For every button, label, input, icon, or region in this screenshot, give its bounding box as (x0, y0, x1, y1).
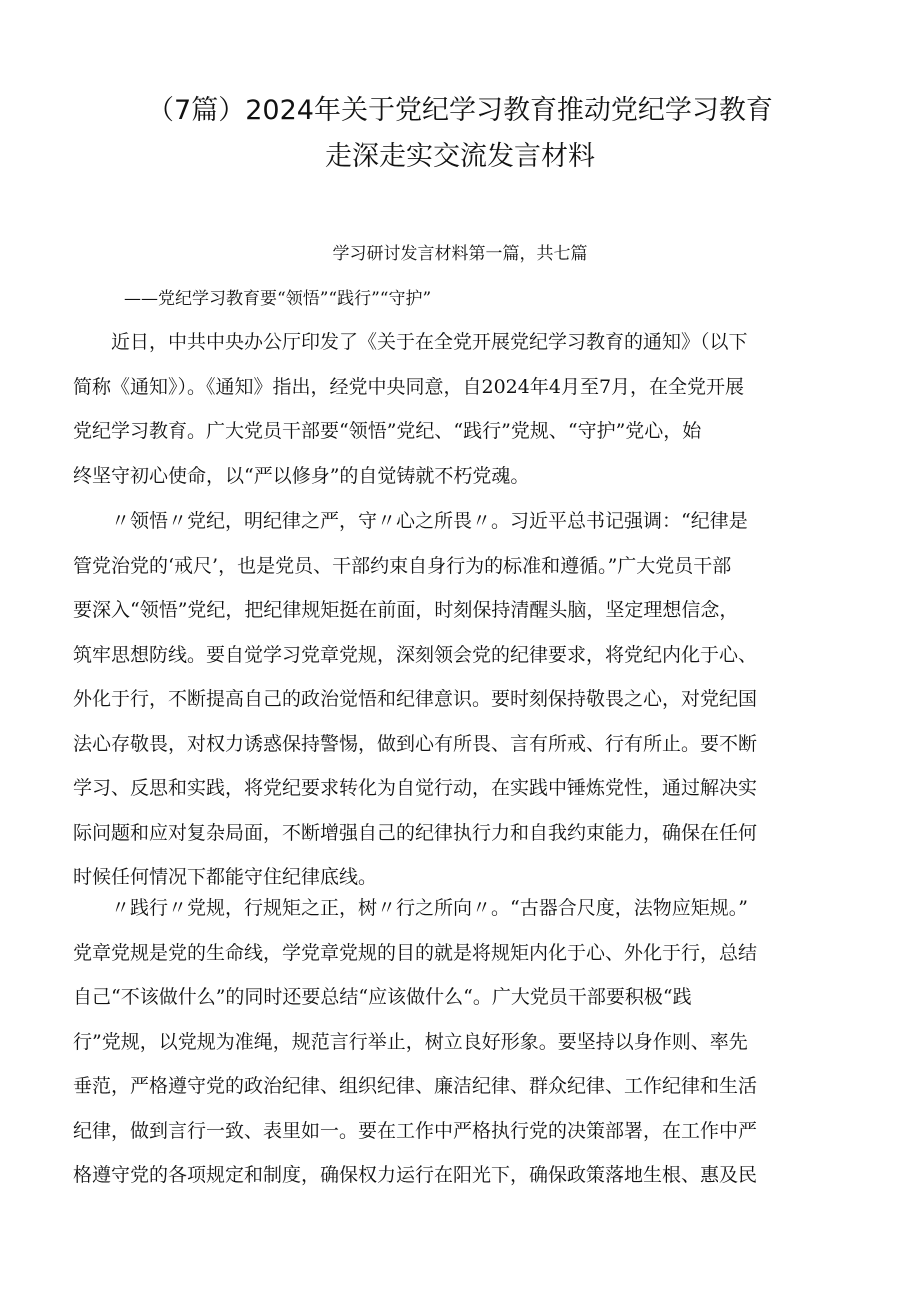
paragraph-line: 终坚守初心使命，以“严以修身”的自觉铸就不朽党魂。 (73, 464, 530, 487)
paragraph-line: 自己“不该做什么”的同时还要总结“应该做什么“。广大党员干部要积极“践 (73, 986, 692, 1008)
paragraph-line: 纪律，做到言行一致、表里如一。要在工作中严格执行党的决策部署，在工作中严 (73, 1119, 758, 1142)
paragraph-line: 〃践行〃党规，行规矩之正，树〃行之所向〃。“古器合尺度，法物应矩规。” (73, 897, 748, 919)
paragraph-line: 时候任何情况下都能守住纪律底线。 (73, 866, 378, 888)
paragraph-line: 党章党规是党的生命线，学党章党规的目的就是将规矩内化于心、外化于行，总结 (73, 941, 758, 964)
title-line-1: （7篇）2024年关于党纪学习教育推动党纪学习教育 (147, 95, 773, 126)
paragraph-line: 筑牢思想防线。要自觉学习党章党规，深刻领会党的纪律要求，将党纪内化于心、 (73, 643, 758, 666)
document-subhead: ——党纪学习教育要“领悟”“践行”“守护” (124, 289, 432, 309)
document-subtitle: 学习研讨发言材料第一篇，共七篇 (332, 244, 588, 264)
paragraph-line: 外化于行，不断提高自己的政治觉悟和纪律意识。要时刻保持敬畏之心，对党纪国 (73, 688, 758, 710)
paragraph-line: 简称《通知》）。《通知》指出，经党中央同意，自2024年4月至7月，在全党开展 (73, 375, 745, 398)
paragraph-line: 学习、反思和实践，将党纪要求转化为自觉行动，在实践中锤炼党性，通过解决实 (73, 777, 758, 799)
paragraph-line: 垂范，严格遵守党的政治纪律、组织纪律、廉洁纪律、群众纪律、工作纪律和生活 (73, 1075, 758, 1097)
paragraph-line: 要深入“领悟”党纪，把纪律规矩挺在前面，时刻保持清醒头脑，坚定理想信念， (73, 599, 739, 621)
paragraph-line: 近日，中共中央办公厅印发了《关于在全党开展党纪学习教育的通知》（以下 (73, 331, 748, 353)
paragraph-2 (73, 499, 863, 900)
paragraph-line: 法心存敬畏，对权力诱惑保持警惕，做到心有所畏、言有所戒、行有所止。要不断 (73, 732, 758, 755)
title-line-2: 走深走实交流发言材料 (325, 141, 595, 172)
paragraph-line: 际问题和应对复杂局面，不断增强自己的纪律执行力和自我约束能力，确保在任何 (73, 821, 758, 844)
paragraph-line: 格遵守党的各项规定和制度，确保权力运行在阳光下，确保政策落地生根、惠及民 (73, 1164, 758, 1186)
paragraph-line: 党纪学习教育。广大党员干部要“领悟”党纪、“践行”党规、“守护”党心，始 (73, 420, 702, 442)
paragraph-line: 〃领悟〃党纪，明纪律之严，守〃心之所畏〃。习近平总书记强调：“纪律是 (73, 510, 748, 532)
paragraph-3 (73, 886, 863, 1198)
paragraph-line: 管党治党的‘戒尺’，也是党员、干部约束自身行为的标准和遵循。”广大党员干部 (73, 554, 732, 577)
paragraph-1 (73, 320, 863, 498)
paragraph-line: 行”党规，以党规为准绳，规范言行举止，树立良好形象。要坚持以身作则、率先 (73, 1030, 748, 1053)
document-title (60, 88, 860, 180)
